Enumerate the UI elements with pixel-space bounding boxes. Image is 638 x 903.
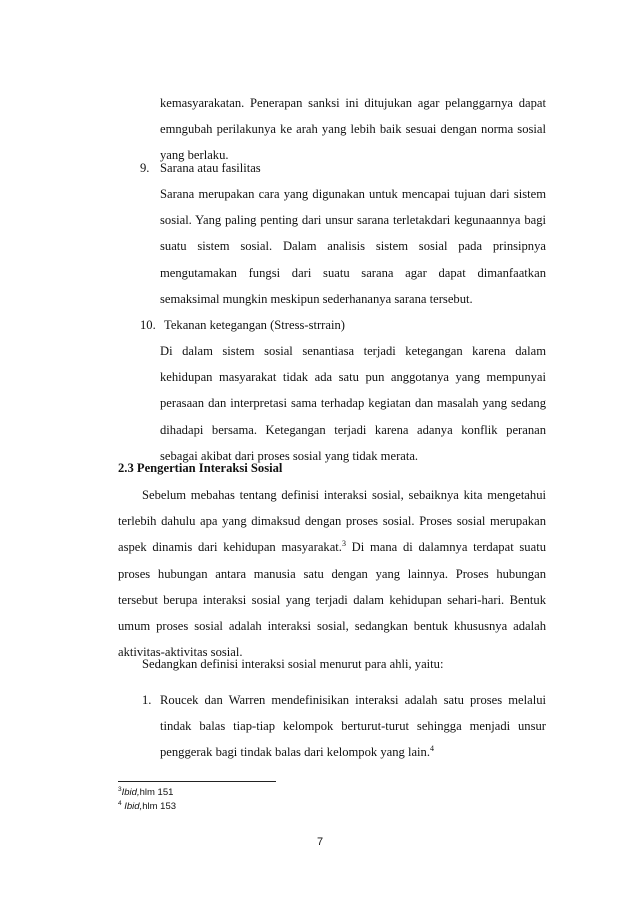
list-number-10: 10. (140, 318, 156, 332)
page-number: 7 (316, 836, 324, 848)
footnote-ref-3: 3 (341, 539, 346, 549)
footnote-4-detail: hlm 153 (142, 801, 177, 812)
footnote-4-source: Ibid, (121, 801, 143, 812)
list-number-9: 9. (140, 161, 150, 175)
definition-item-1-text: Roucek dan Warren mendefinisikan interaksi adalah satu proses melalui tindak balas tiap-tiap kelompok berturut-turut sehingga menjadi unsur penggerak bagi tindak balas dari kelompok yang lain. (160, 693, 546, 760)
footnote-3 (118, 786, 173, 800)
intro-paragraph-part1: Sebelum mebahas tentang definisi interaksi sosial, sebaiknya kita mengetahui terlebih dahulu apa yang dimaksud dengan proses sosial. Proses sosial merupakan aspek dinamis dari kehidupan masyarakat. (118, 488, 546, 555)
section-heading: 2.3 Pengertian Interaksi Sosial (118, 461, 283, 475)
list-number-1: 1. (142, 693, 152, 707)
definition-item-1 (160, 687, 546, 766)
footnote-3-detail: hlm 151 (139, 787, 174, 798)
footnote-separator (118, 781, 276, 782)
item-9-title: Sarana atau fasilitas (160, 161, 261, 175)
item-10-title: Tekanan ketegangan (Stress-strrain) (164, 318, 345, 332)
item-9-paragraph: Sarana merupakan cara yang digunakan untuk mencapai tujuan dari sistem sosial. Yang paling penting dari unsur sarana terletakdari kegunaannya bagi suatu sistem sosial. Dalam analisis sistem sosial pada prinsipnya mengutamakan fungsi dari suatu sarana agar dapat dimanfaatkan semaksimal mungkin meskipun sederhananya sarana tersebut. (160, 187, 546, 306)
footnote-ref-4: 4 (430, 744, 434, 754)
footnote-3-source: Ibid, (121, 787, 140, 798)
footnote-4-marker: 4 (118, 799, 122, 807)
intro-paragraph-part2: Di mana di dalamnya terdapat suatu proses hubungan antara manusia satu dengan yang lainnya. Proses hubungan tersebut berupa interaksi sosial yang terjadi dalam kehidupan sehari-hari. Bentuk umum proses sosial adalah interaksi sosial, sedangkan bentuk khususnya adalah aktivitas-aktivitas sosial. (118, 540, 546, 660)
continuation-paragraph: kemasyarakatan. Penerapan sanksi ini ditujukan agar pelanggarnya dapat emngubah perilakunya ke arah yang lebih baik sesuai dengan norma sosial yang berlaku. (160, 96, 546, 163)
footnote-4 (118, 800, 176, 814)
item-10-paragraph: Di dalam sistem sosial senantiasa terjadi ketegangan karena dalam kehidupan masyarakat tidak ada satu pun anggotanya yang mempunyai perasaan dan interpretasi sama terhadap kegiatan dan masalah yang sedang dihadapi bersama. Ketegangan terjadi karena adanya konflik peranan sebagai akibat dari proses sosial yang tidak merata. (160, 344, 546, 463)
intro-paragraph (118, 482, 546, 665)
definition-intro-paragraph: Sedangkan definisi interaksi sosial menurut para ahli, yaitu: (142, 657, 444, 671)
footnote-3-marker: 3 (118, 785, 122, 793)
